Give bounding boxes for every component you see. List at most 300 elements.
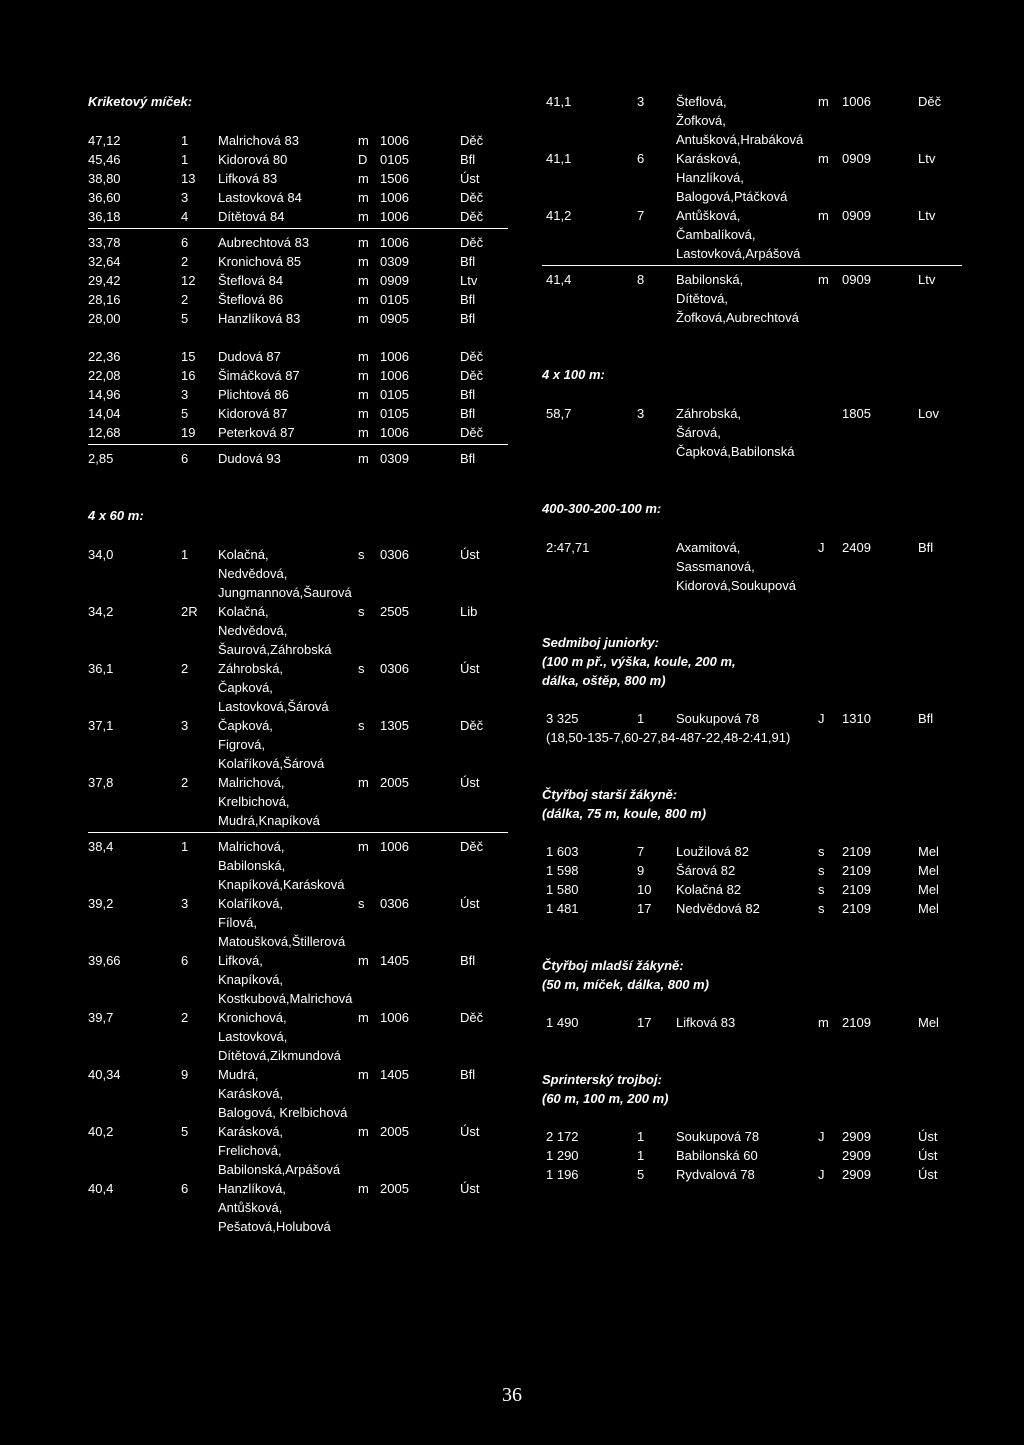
venue: Úst (460, 661, 480, 676)
athlete: Babilonská,Arpášová (218, 1162, 341, 1177)
left-column (88, 92, 508, 1236)
relay-row-continuation (88, 792, 508, 811)
athlete: Čapková, (218, 680, 273, 695)
relay-row-continuation (88, 875, 508, 894)
venue: Úst (460, 171, 480, 186)
date: 0905 (380, 311, 409, 326)
result: 22,36 (88, 349, 121, 364)
relay-row (88, 894, 508, 913)
relay-row-continuation (88, 932, 508, 951)
relay60-results-b (88, 837, 508, 1236)
result: 39,7 (88, 1010, 114, 1025)
result: 37,8 (88, 775, 114, 790)
athlete: Mudrá,Knapíková (218, 813, 320, 828)
athlete: Pešatová,Holubová (218, 1219, 331, 1234)
athlete: Kidorová 80 (218, 152, 288, 167)
relay-row (88, 602, 508, 621)
spacer (542, 1032, 962, 1051)
result: 47,12 (88, 133, 121, 148)
sedmiboj-results (542, 709, 962, 728)
place: 3 (637, 94, 645, 109)
place: 3 (181, 718, 189, 733)
result: 28,16 (88, 292, 121, 307)
venue: Bfl (460, 311, 476, 326)
relay60-results-d (542, 270, 962, 327)
result: 41,2 (546, 208, 572, 223)
date: 1006 (380, 209, 409, 224)
athlete: Sassmanová, (676, 559, 755, 574)
venue: Mel (918, 863, 939, 878)
athlete: Karásková, (676, 151, 742, 166)
result-row (88, 207, 508, 226)
relay-row-continuation (542, 244, 962, 263)
athlete: Hanzlíková, (676, 170, 744, 185)
place: 4 (181, 209, 189, 224)
place: 7 (637, 208, 645, 223)
date: 0306 (380, 661, 409, 676)
date: 0105 (380, 387, 409, 402)
venue: Mel (918, 901, 939, 916)
result: 34,0 (88, 547, 114, 562)
category: m (358, 1010, 369, 1025)
result: 29,42 (88, 273, 121, 288)
section-heading-4x100: 4 x 100 m: (542, 367, 605, 382)
relay-row-continuation (88, 1198, 508, 1217)
date: 2909 (842, 1167, 871, 1182)
place: 2 (181, 661, 189, 676)
category: J (818, 540, 825, 555)
place: 3 (181, 896, 189, 911)
result: 1 196 (546, 1167, 579, 1182)
date: 1405 (380, 953, 409, 968)
result-row (88, 404, 508, 423)
date: 0909 (842, 208, 871, 223)
result-row (88, 271, 508, 290)
result: 14,04 (88, 406, 121, 421)
result: 12,68 (88, 425, 121, 440)
place: 10 (637, 882, 652, 897)
athlete: Šárová 82 (676, 863, 736, 878)
venue: Úst (918, 1148, 938, 1163)
relay-row-continuation (88, 1217, 508, 1236)
relay-row (88, 659, 508, 678)
relay-row (542, 270, 962, 289)
result: 36,60 (88, 190, 121, 205)
place: 3 (637, 406, 645, 421)
result: 1 598 (546, 863, 579, 878)
venue: Bfl (460, 451, 476, 466)
date: 1506 (380, 171, 409, 186)
venue: Děč (460, 209, 484, 224)
athlete: Dítětová 84 (218, 209, 285, 224)
venue: Úst (460, 547, 480, 562)
category: m (358, 839, 369, 854)
relay-row-continuation (88, 1027, 508, 1046)
category: s (358, 547, 365, 562)
date: 1006 (842, 94, 871, 109)
relay-row-continuation (88, 913, 508, 932)
result-row (88, 233, 508, 252)
date: 1006 (380, 133, 409, 148)
athlete: Záhrobská, (218, 661, 284, 676)
relay-row-continuation (542, 308, 962, 327)
venue: Bfl (460, 953, 476, 968)
place: 6 (181, 235, 189, 250)
result-row (88, 252, 508, 271)
athlete: Balogová,Ptáčková (676, 189, 788, 204)
venue: Ltv (918, 151, 936, 166)
category: m (818, 94, 829, 109)
place: 1 (181, 133, 189, 148)
place: 17 (637, 901, 652, 916)
athlete: Aubrechtová 83 (218, 235, 310, 250)
relay-row-continuation (88, 735, 508, 754)
section-heading-kriket: Kriketový míček: (88, 94, 193, 109)
athlete: Lifková 83 (218, 171, 278, 186)
result-row (542, 899, 962, 918)
result-row (88, 290, 508, 309)
spacer (542, 918, 962, 937)
category: m (358, 235, 369, 250)
athlete: Kidorová,Soukupová (676, 578, 796, 593)
athlete: Soukupová 78 (676, 1129, 760, 1144)
category: J (818, 1167, 825, 1182)
relay-row (88, 773, 508, 792)
relay-row-continuation (542, 225, 962, 244)
result: 58,7 (546, 406, 572, 421)
result: 39,2 (88, 896, 114, 911)
result: 36,1 (88, 661, 114, 676)
relay-row (88, 1122, 508, 1141)
relay-row-continuation (88, 678, 508, 697)
relay-row (88, 1065, 508, 1084)
divider (88, 228, 508, 229)
athlete: Lifková 83 (676, 1015, 736, 1030)
category: J (818, 711, 825, 726)
place: 2 (181, 1010, 189, 1025)
date: 1006 (380, 368, 409, 383)
venue: Ltv (918, 272, 936, 287)
place: 9 (181, 1067, 189, 1082)
athlete: Fílová, (218, 915, 258, 930)
place: 1 (181, 547, 189, 562)
spacer (542, 747, 962, 766)
place: 9 (637, 863, 645, 878)
result: 1 580 (546, 882, 579, 897)
date: 0105 (380, 406, 409, 421)
date: 0309 (380, 451, 409, 466)
athlete: Karásková, (218, 1086, 284, 1101)
result-row (88, 131, 508, 150)
result-row (542, 861, 962, 880)
category: m (358, 451, 369, 466)
place: 1 (181, 152, 189, 167)
venue: Lib (460, 604, 478, 619)
athlete: Soukupová 78 (676, 711, 760, 726)
result: 2:47,71 (546, 540, 590, 555)
result-row (542, 842, 962, 861)
relay-row-continuation (542, 423, 962, 442)
result: 39,66 (88, 953, 121, 968)
spacer (542, 385, 962, 404)
date: 0909 (842, 272, 871, 287)
spacer (542, 1051, 962, 1070)
athlete: Kolačná, (218, 547, 269, 562)
category: m (358, 1181, 369, 1196)
venue: Děč (460, 235, 484, 250)
relay-row-continuation (88, 1103, 508, 1122)
result: 37,1 (88, 718, 114, 733)
relay-row-continuation (88, 564, 508, 583)
result-row (542, 1013, 962, 1032)
place: 3 (181, 387, 189, 402)
category: s (818, 863, 825, 878)
relay-row (88, 1179, 508, 1198)
athlete: Nedvědová, (218, 623, 288, 638)
place: 1 (637, 711, 645, 726)
athlete: Kolačná, (218, 604, 269, 619)
venue: Děč (460, 1010, 484, 1025)
athlete: Frelichová, (218, 1143, 282, 1158)
category: m (358, 209, 369, 224)
kriket-results-d (88, 449, 508, 468)
athlete: Nedvědová, (218, 566, 288, 581)
result: 36,18 (88, 209, 121, 224)
venue: Úst (460, 1181, 480, 1196)
date: 2109 (842, 844, 871, 859)
relay60-results-a (88, 545, 508, 830)
athlete: Žofková,Aubrechtová (676, 310, 799, 325)
place: 2R (181, 604, 198, 619)
date: 2005 (380, 1181, 409, 1196)
result: 38,80 (88, 171, 121, 186)
spacer (542, 1108, 962, 1127)
relay-row-continuation (88, 970, 508, 989)
relay-row (542, 149, 962, 168)
athlete: Lastovková,Šárová (218, 699, 329, 714)
place: 1 (181, 839, 189, 854)
category: m (358, 1124, 369, 1139)
section-heading-4x60: 4 x 60 m: (88, 508, 144, 523)
result: 1 490 (546, 1015, 579, 1030)
place: 5 (181, 406, 189, 421)
result: 22,08 (88, 368, 121, 383)
page-number: 36 (502, 1384, 522, 1406)
athlete: Krelbichová, (218, 794, 290, 809)
athlete: Hanzlíková, (218, 1181, 286, 1196)
category: s (358, 896, 365, 911)
venue: Úst (460, 1124, 480, 1139)
date: 1305 (380, 718, 409, 733)
athlete: Kronichová 85 (218, 254, 302, 269)
category: s (358, 604, 365, 619)
result-row (542, 1127, 962, 1146)
athlete: Čapková, (218, 718, 273, 733)
divider (542, 265, 962, 266)
category: s (358, 661, 365, 676)
venue: Bfl (918, 711, 934, 726)
date: 2109 (842, 1015, 871, 1030)
divider (88, 444, 508, 445)
relay-row-continuation (542, 187, 962, 206)
place: 8 (637, 272, 645, 287)
spacer (542, 994, 962, 1013)
athlete: Lastovková, (218, 1029, 288, 1044)
spacer (542, 766, 962, 785)
category: s (818, 882, 825, 897)
section-heading-sedmiboj: Sedmiboj juniorky: (542, 635, 660, 650)
place: 12 (181, 273, 196, 288)
athlete: Šimáčková 87 (218, 368, 300, 383)
place: 5 (181, 1124, 189, 1139)
spacer (542, 595, 962, 614)
result: 28,00 (88, 311, 121, 326)
athlete: Čapková,Babilonská (676, 444, 795, 459)
result-row (542, 1165, 962, 1184)
place: 6 (181, 1181, 189, 1196)
athlete: Čambalíková, (676, 227, 756, 242)
result: 41,4 (546, 272, 572, 287)
spacer (542, 327, 962, 346)
athlete: Dudová 93 (218, 451, 281, 466)
sprinter-results (542, 1127, 962, 1184)
ctyrboj-mladsi-disciplines: (50 m, míček, dálka, 800 m) (542, 977, 709, 992)
date: 1405 (380, 1067, 409, 1082)
category: m (358, 1067, 369, 1082)
relay-row (542, 92, 962, 111)
date: 1006 (380, 349, 409, 364)
result-row (88, 385, 508, 404)
athlete: Knapíková,Karásková (218, 877, 345, 892)
relay-row (88, 545, 508, 564)
category: m (818, 272, 829, 287)
venue: Bfl (460, 292, 476, 307)
athlete: Kronichová, (218, 1010, 287, 1025)
result: 1 290 (546, 1148, 579, 1163)
place: 3 (181, 190, 189, 205)
category: J (818, 1129, 825, 1144)
result: 45,46 (88, 152, 121, 167)
spacer (88, 487, 508, 506)
date: 2909 (842, 1148, 871, 1163)
result: 40,4 (88, 1181, 114, 1196)
date: 1006 (380, 1010, 409, 1025)
venue: Bfl (918, 540, 934, 555)
athlete: Knapíková, (218, 972, 284, 987)
venue: Úst (918, 1129, 938, 1144)
sedmiboj-detail-row (542, 728, 962, 747)
result-row (542, 880, 962, 899)
result: 38,4 (88, 839, 114, 854)
date: 0306 (380, 896, 409, 911)
date: 0909 (842, 151, 871, 166)
place: 6 (181, 451, 189, 466)
result: 1 481 (546, 901, 579, 916)
category: m (358, 425, 369, 440)
spacer (88, 468, 508, 487)
date: 1006 (380, 425, 409, 440)
athlete: Loužilová 82 (676, 844, 749, 859)
kriket-results-b (88, 233, 508, 328)
ctyrboj-mladsi-results (542, 1013, 962, 1032)
kriket-results-a (88, 131, 508, 226)
kriket-results-c (88, 347, 508, 442)
venue: Děč (460, 190, 484, 205)
date: 1310 (842, 711, 871, 726)
athlete: Dítětová,Zikmundová (218, 1048, 341, 1063)
result: 32,64 (88, 254, 121, 269)
result-row (542, 1146, 962, 1165)
spacer (542, 690, 962, 709)
athlete: Babilonská, (218, 858, 286, 873)
place: 1 (637, 1148, 645, 1163)
date: 1006 (380, 839, 409, 854)
result: 40,2 (88, 1124, 114, 1139)
athlete: Figrová, (218, 737, 265, 752)
relay-row-continuation (88, 811, 508, 830)
place: 6 (181, 953, 189, 968)
athlete: Mudrá, (218, 1067, 259, 1082)
result: 1 603 (546, 844, 579, 859)
place: 2 (181, 292, 189, 307)
venue: Děč (460, 133, 484, 148)
date: 2909 (842, 1129, 871, 1144)
category: m (358, 349, 369, 364)
category: m (358, 190, 369, 205)
venue: Děč (460, 349, 484, 364)
date: 0309 (380, 254, 409, 269)
category: m (358, 775, 369, 790)
relay-row (88, 837, 508, 856)
date: 0105 (380, 152, 409, 167)
venue: Úst (460, 896, 480, 911)
category: m (358, 254, 369, 269)
relay-row (88, 716, 508, 735)
athlete: Záhrobská, (676, 406, 742, 421)
relay-row-continuation (88, 856, 508, 875)
athlete: Kolaříková,Šárová (218, 756, 325, 771)
relay-row-continuation (542, 130, 962, 149)
date: 2109 (842, 863, 871, 878)
result: 40,34 (88, 1067, 121, 1082)
divider (88, 832, 508, 833)
relay-row-continuation (88, 1046, 508, 1065)
result: 3 325 (546, 711, 579, 726)
athlete: Kidorová 87 (218, 406, 288, 421)
athlete: Axamitová, (676, 540, 741, 555)
section-heading-400: 400-300-200-100 m: (542, 501, 662, 516)
place: 5 (637, 1167, 645, 1182)
date: 0909 (380, 273, 409, 288)
category: m (818, 208, 829, 223)
athlete: Lastovková 84 (218, 190, 302, 205)
category: m (358, 406, 369, 421)
date: 0306 (380, 547, 409, 562)
athlete: Matoušková,Štillerová (218, 934, 346, 949)
athlete: Malrichová, (218, 839, 285, 854)
date: 0105 (380, 292, 409, 307)
athlete: Kostkubová,Malrichová (218, 991, 353, 1006)
relay-row-continuation (88, 640, 508, 659)
result: 2,85 (88, 451, 114, 466)
date: 1805 (842, 406, 871, 421)
section-heading-sprinter: Sprinterský trojboj: (542, 1072, 662, 1087)
relay-row-continuation (88, 583, 508, 602)
athlete: Babilonská, (676, 272, 744, 287)
category: m (358, 368, 369, 383)
date: 1006 (380, 235, 409, 250)
category: m (818, 151, 829, 166)
